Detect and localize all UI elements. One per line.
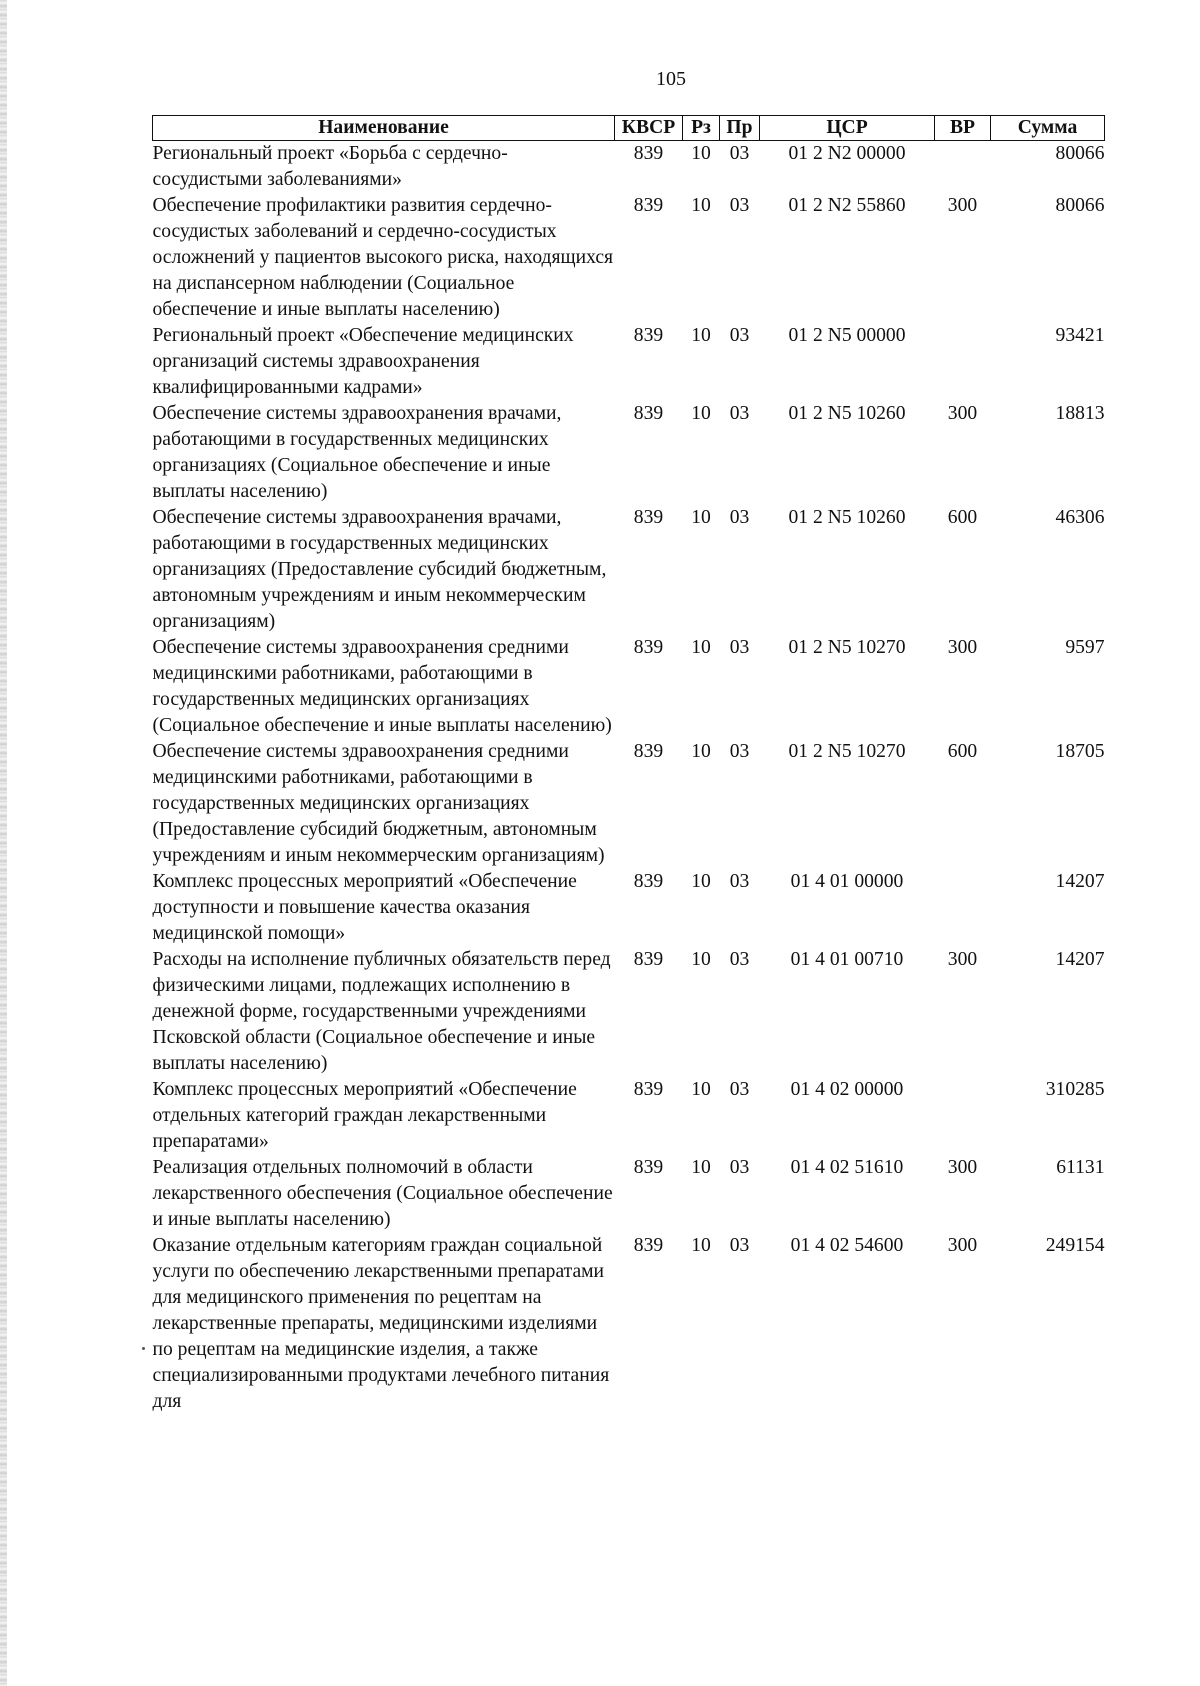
row-csr: 01 4 01 00710 (790, 949, 904, 970)
table-row (153, 193, 1105, 323)
row-rz: 10 (691, 741, 711, 762)
row-sum: 18705 (1055, 741, 1105, 762)
row-kvsr: 839 (633, 143, 664, 164)
row-vr (935, 141, 991, 194)
row-name: Обеспечение системы здравоохранения средними медицинскими работниками, работающими в государственных медицинских организациях (Социальное обеспечение и иные выплаты населению) (152, 637, 612, 736)
row-kvsr: 839 (633, 403, 664, 424)
row-pr: 03 (729, 1079, 750, 1100)
table-row (153, 1077, 1105, 1155)
row-vr: 300 (947, 949, 978, 970)
header-csr: ЦСР (760, 116, 935, 141)
row-kvsr: 839 (633, 637, 664, 658)
row-pr: 03 (729, 949, 750, 970)
row-name: Реализация отдельных полномочий в области лекарственного обеспечения (Социальное обеспечение и иные выплаты населению) (152, 1157, 613, 1230)
table-row (153, 869, 1105, 947)
row-name: Оказание отдельным категориям граждан социальной услуги по обеспечению лекарственными препаратами для медицинского применения по рецептам на лекарственные препараты, медицинскими изделиями по рецептам на медицинские изделия, а также специализированными продуктами лечебного питания для (152, 1235, 610, 1412)
header-sum: Сумма (991, 116, 1105, 141)
header-vr: ВР (935, 116, 991, 141)
row-kvsr: 839 (633, 871, 664, 892)
row-csr: 01 2 N2 00000 (788, 143, 906, 164)
row-kvsr: 839 (633, 325, 664, 346)
row-vr: 300 (947, 1157, 978, 1178)
row-sum: 80066 (1055, 195, 1105, 216)
header-rz: Рз (683, 116, 720, 141)
row-csr: 01 4 02 00000 (790, 1079, 904, 1100)
row-sum: 93421 (1055, 325, 1105, 346)
row-rz: 10 (691, 143, 711, 164)
row-vr (935, 323, 991, 401)
row-csr: 01 2 N2 55860 (788, 195, 906, 216)
page-number: 105 (656, 68, 686, 90)
row-name: Обеспечение системы здравоохранения врачами, работающими в государственных медицинских организациях (Социальное обеспечение и иные выплаты населению) (152, 403, 562, 502)
row-pr: 03 (729, 403, 750, 424)
row-pr: 03 (729, 1157, 750, 1178)
row-csr: 01 4 02 54600 (790, 1235, 904, 1256)
row-sum: 249154 (1045, 1235, 1105, 1256)
row-name: Региональный проект «Обеспечение медицинских организаций системы здравоохранения квалифицированными кадрами» (152, 325, 574, 398)
row-name: Региональный проект «Борьба с сердечно-сосудистыми заболеваниями» (152, 143, 508, 190)
row-rz: 10 (691, 507, 711, 528)
row-rz: 10 (691, 871, 711, 892)
table-row (153, 141, 1105, 194)
row-csr: 01 4 02 51610 (790, 1157, 904, 1178)
row-kvsr: 839 (633, 741, 664, 762)
row-sum: 14207 (1055, 871, 1105, 892)
table-row (153, 401, 1105, 505)
row-kvsr: 839 (633, 1079, 664, 1100)
table-row (153, 1155, 1105, 1233)
row-kvsr: 839 (633, 195, 664, 216)
row-name: Комплекс процессных мероприятий «Обеспечение доступности и повышение качества оказания медицинской помощи» (152, 871, 577, 944)
row-pr: 03 (729, 741, 750, 762)
row-pr: 03 (729, 1235, 750, 1256)
row-rz: 10 (691, 403, 711, 424)
row-vr: 300 (947, 403, 978, 424)
row-name: Обеспечение системы здравоохранения врачами, работающими в государственных медицинских организациях (Предоставление субсидий бюджетным, автономным учреждениям и иным некоммерческим организациям) (152, 507, 607, 632)
row-vr: 600 (947, 507, 978, 528)
row-sum: 80066 (1055, 143, 1105, 164)
row-rz: 10 (691, 637, 711, 658)
table-header-row (153, 116, 1105, 141)
row-rz: 10 (691, 1079, 711, 1100)
row-pr: 03 (729, 637, 750, 658)
row-vr (935, 1077, 991, 1155)
row-csr: 01 4 01 00000 (790, 871, 904, 892)
row-pr: 03 (729, 143, 750, 164)
row-pr: 03 (729, 507, 750, 528)
row-csr: 01 2 N5 10270 (788, 741, 906, 762)
row-rz: 10 (691, 949, 711, 970)
row-vr (935, 869, 991, 947)
row-kvsr: 839 (633, 949, 664, 970)
row-csr: 01 2 N5 00000 (788, 325, 906, 346)
row-kvsr: 839 (633, 1157, 664, 1178)
row-vr: 300 (947, 1235, 978, 1256)
row-kvsr: 839 (633, 1235, 664, 1256)
header-name: Наименование (153, 116, 615, 141)
table-row (153, 947, 1105, 1077)
table-row (153, 1233, 1105, 1415)
row-sum: 9597 (1065, 637, 1105, 658)
row-csr: 01 2 N5 10270 (788, 637, 906, 658)
row-vr: 300 (947, 637, 978, 658)
row-rz: 10 (691, 1157, 711, 1178)
row-name: Комплекс процессных мероприятий «Обеспечение отдельных категорий граждан лекарственными препаратами» (152, 1079, 577, 1152)
table-row (153, 635, 1105, 739)
row-sum: 18813 (1055, 403, 1105, 424)
row-pr: 03 (729, 325, 750, 346)
row-sum: 310285 (1045, 1079, 1105, 1100)
row-name: Обеспечение профилактики развития сердечно-сосудистых заболеваний и сердечно-сосудистых осложнений у пациентов высокого риска, находящихся на диспансерном наблюдении (Социальное обеспечение и иные выплаты населению) (152, 195, 614, 320)
row-sum: 46306 (1055, 507, 1105, 528)
row-pr: 03 (729, 195, 750, 216)
row-rz: 10 (691, 195, 711, 216)
row-vr: 600 (947, 741, 978, 762)
table-row (153, 739, 1105, 869)
header-kvsr: КВСР (615, 116, 683, 141)
row-pr: 03 (729, 871, 750, 892)
row-csr: 01 2 N5 10260 (788, 507, 906, 528)
row-sum: 14207 (1055, 949, 1105, 970)
row-rz: 10 (691, 1235, 711, 1256)
budget-table (152, 115, 1105, 1415)
stray-scan-mark (142, 1347, 145, 1350)
table-row (153, 323, 1105, 401)
table-row (153, 505, 1105, 635)
row-name: Обеспечение системы здравоохранения средними медицинскими работниками, работающими в государственных медицинских организациях (Предоставление субсидий бюджетным, автономным учреждениям и иным некоммерческим организациям) (152, 741, 605, 866)
header-pr: Пр (720, 116, 760, 141)
row-vr: 300 (947, 195, 978, 216)
row-csr: 01 2 N5 10260 (788, 403, 906, 424)
row-kvsr: 839 (633, 507, 664, 528)
scan-edge (0, 0, 7, 1686)
row-sum: 61131 (1056, 1157, 1105, 1178)
row-rz: 10 (691, 325, 711, 346)
row-name: Расходы на исполнение публичных обязательств перед физическими лицами, подлежащих исполнению в денежной форме, государственными учреждениями Псковской области (Социальное обеспечение и иные выплаты населению) (152, 949, 611, 1074)
